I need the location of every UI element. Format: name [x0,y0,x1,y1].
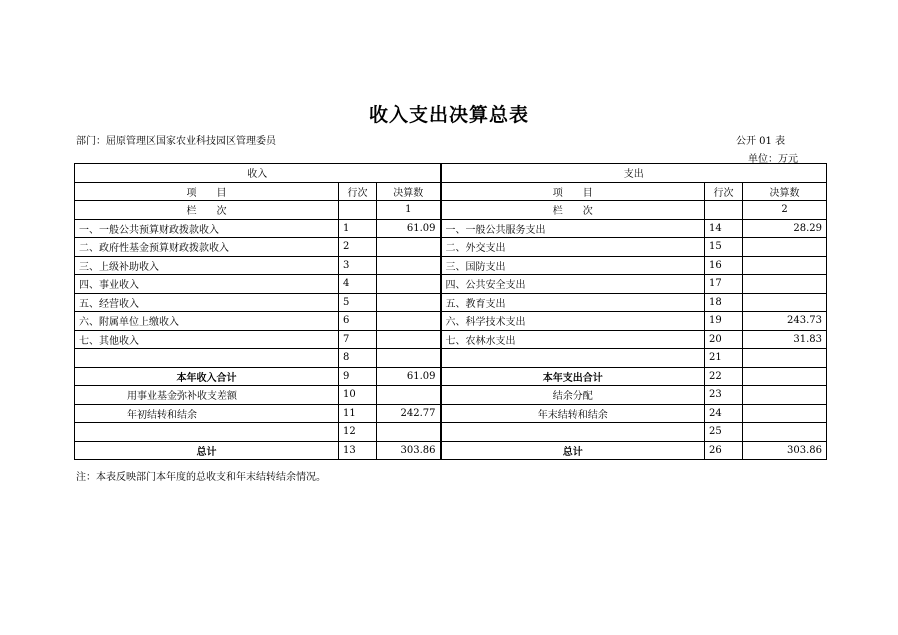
income-item: 年初结转和结余 [75,404,339,423]
expense-column-number: 2 [743,201,827,220]
income-item: 一、一般公共预算财政拨款收入 [75,219,339,238]
column-header-row [75,182,827,201]
income-item: 四、事业收入 [75,275,339,294]
expense-item-header: 项 目 [441,182,705,201]
table-row [75,423,827,442]
expense-line-no: 20 [705,330,743,349]
income-line-no: 12 [339,423,377,442]
expense-item: 七、农林水支出 [441,330,705,349]
income-amount [377,256,441,275]
table-row [75,312,827,331]
expense-amount [743,238,827,257]
expense-line-no: 19 [705,312,743,331]
expense-amount [743,349,827,368]
income-amount [377,312,441,331]
expense-item [441,349,705,368]
income-line-no: 7 [339,330,377,349]
table-row [75,349,827,368]
expense-line-no: 25 [705,423,743,442]
income-column-blank [339,201,377,220]
income-amount [377,275,441,294]
expense-line-no: 21 [705,349,743,368]
income-item: 五、经营收入 [75,293,339,312]
expense-subtotal-amount [743,367,827,386]
page-title: 收入支出决算总表 [368,104,529,126]
expense-amount [743,386,827,405]
expense-item: 一、一般公共服务支出 [441,219,705,238]
expense-amount [743,275,827,294]
table-row [75,275,827,294]
expense-total-label: 总计 [441,441,705,460]
table-row [75,219,827,238]
income-item: 二、政府性基金预算财政拨款收入 [75,238,339,257]
expense-amount [743,404,827,423]
income-line-no: 5 [339,293,377,312]
expense-item: 结余分配 [441,386,705,405]
income-amount [377,238,441,257]
expense-item: 五、教育支出 [441,293,705,312]
table-row [75,256,827,275]
income-item [75,349,339,368]
expense-line-no: 17 [705,275,743,294]
expense-line-no: 26 [705,441,743,460]
expense-item: 二、外交支出 [441,238,705,257]
income-amount: 242.77 [377,404,441,423]
income-column-number: 1 [377,201,441,220]
expense-column-label: 栏 次 [441,201,705,220]
income-amount [377,386,441,405]
income-line-no: 10 [339,386,377,405]
form-number: 公开 01 表 [736,136,786,147]
income-line-no: 8 [339,349,377,368]
income-line-no: 6 [339,312,377,331]
income-line-no: 1 [339,219,377,238]
income-item-header: 项 目 [75,182,339,201]
income-line-no: 9 [339,367,377,386]
table-row [75,330,827,349]
total-row [75,441,827,460]
income-item: 用事业基金弥补收支差额 [75,386,339,405]
table-row [75,404,827,423]
department-label: 部门：屈原管理区国家农业科技园区管理委员 [76,136,276,147]
expense-line-no: 22 [705,367,743,386]
income-amount [377,293,441,312]
expense-item: 六、科学技术支出 [441,312,705,331]
expense-item: 三、国防支出 [441,256,705,275]
income-subtotal-label: 本年收入合计 [75,367,339,386]
footnote: 注：本表反映部门本年度的总收支和年末结转结余情况。 [76,472,326,483]
expense-line-no: 15 [705,238,743,257]
expense-line-no: 24 [705,404,743,423]
expense-section-header: 支出 [441,164,827,183]
expense-item: 四、公共安全支出 [441,275,705,294]
income-line-no: 11 [339,404,377,423]
expense-amount: 28.29 [743,219,827,238]
table-row [75,386,827,405]
income-section-header: 收入 [75,164,441,183]
income-line-no: 3 [339,256,377,275]
unit-label: 单位：万元 [748,154,798,165]
income-item [75,423,339,442]
expense-line-header: 行次 [705,182,743,201]
expense-subtotal-label: 本年支出合计 [441,367,705,386]
income-line-no: 13 [339,441,377,460]
column-number-row [75,201,827,220]
income-line-no: 4 [339,275,377,294]
expense-total-amount: 303.86 [743,441,827,460]
expense-line-no: 23 [705,386,743,405]
expense-column-blank [705,201,743,220]
income-amount-header: 决算数 [377,182,441,201]
income-line-no: 2 [339,238,377,257]
income-item: 七、其他收入 [75,330,339,349]
income-expense-table [74,163,827,460]
expense-item: 年末结转和结余 [441,404,705,423]
income-amount: 61.09 [377,219,441,238]
income-item: 六、附属单位上缴收入 [75,312,339,331]
expense-amount-header: 决算数 [743,182,827,201]
income-item: 三、上级补助收入 [75,256,339,275]
income-column-label: 栏 次 [75,201,339,220]
expense-line-no: 18 [705,293,743,312]
subtotal-row [75,367,827,386]
expense-amount [743,256,827,275]
income-total-amount: 303.86 [377,441,441,460]
section-header-row [75,164,827,183]
expense-line-no: 14 [705,219,743,238]
income-total-label: 总计 [75,441,339,460]
table-row [75,293,827,312]
expense-amount: 243.73 [743,312,827,331]
income-amount [377,349,441,368]
expense-line-no: 16 [705,256,743,275]
expense-amount: 31.83 [743,330,827,349]
income-amount [377,423,441,442]
income-amount [377,330,441,349]
table-row [75,238,827,257]
expense-amount [743,423,827,442]
expense-item [441,423,705,442]
income-line-header: 行次 [339,182,377,201]
income-subtotal-amount: 61.09 [377,367,441,386]
expense-amount [743,293,827,312]
